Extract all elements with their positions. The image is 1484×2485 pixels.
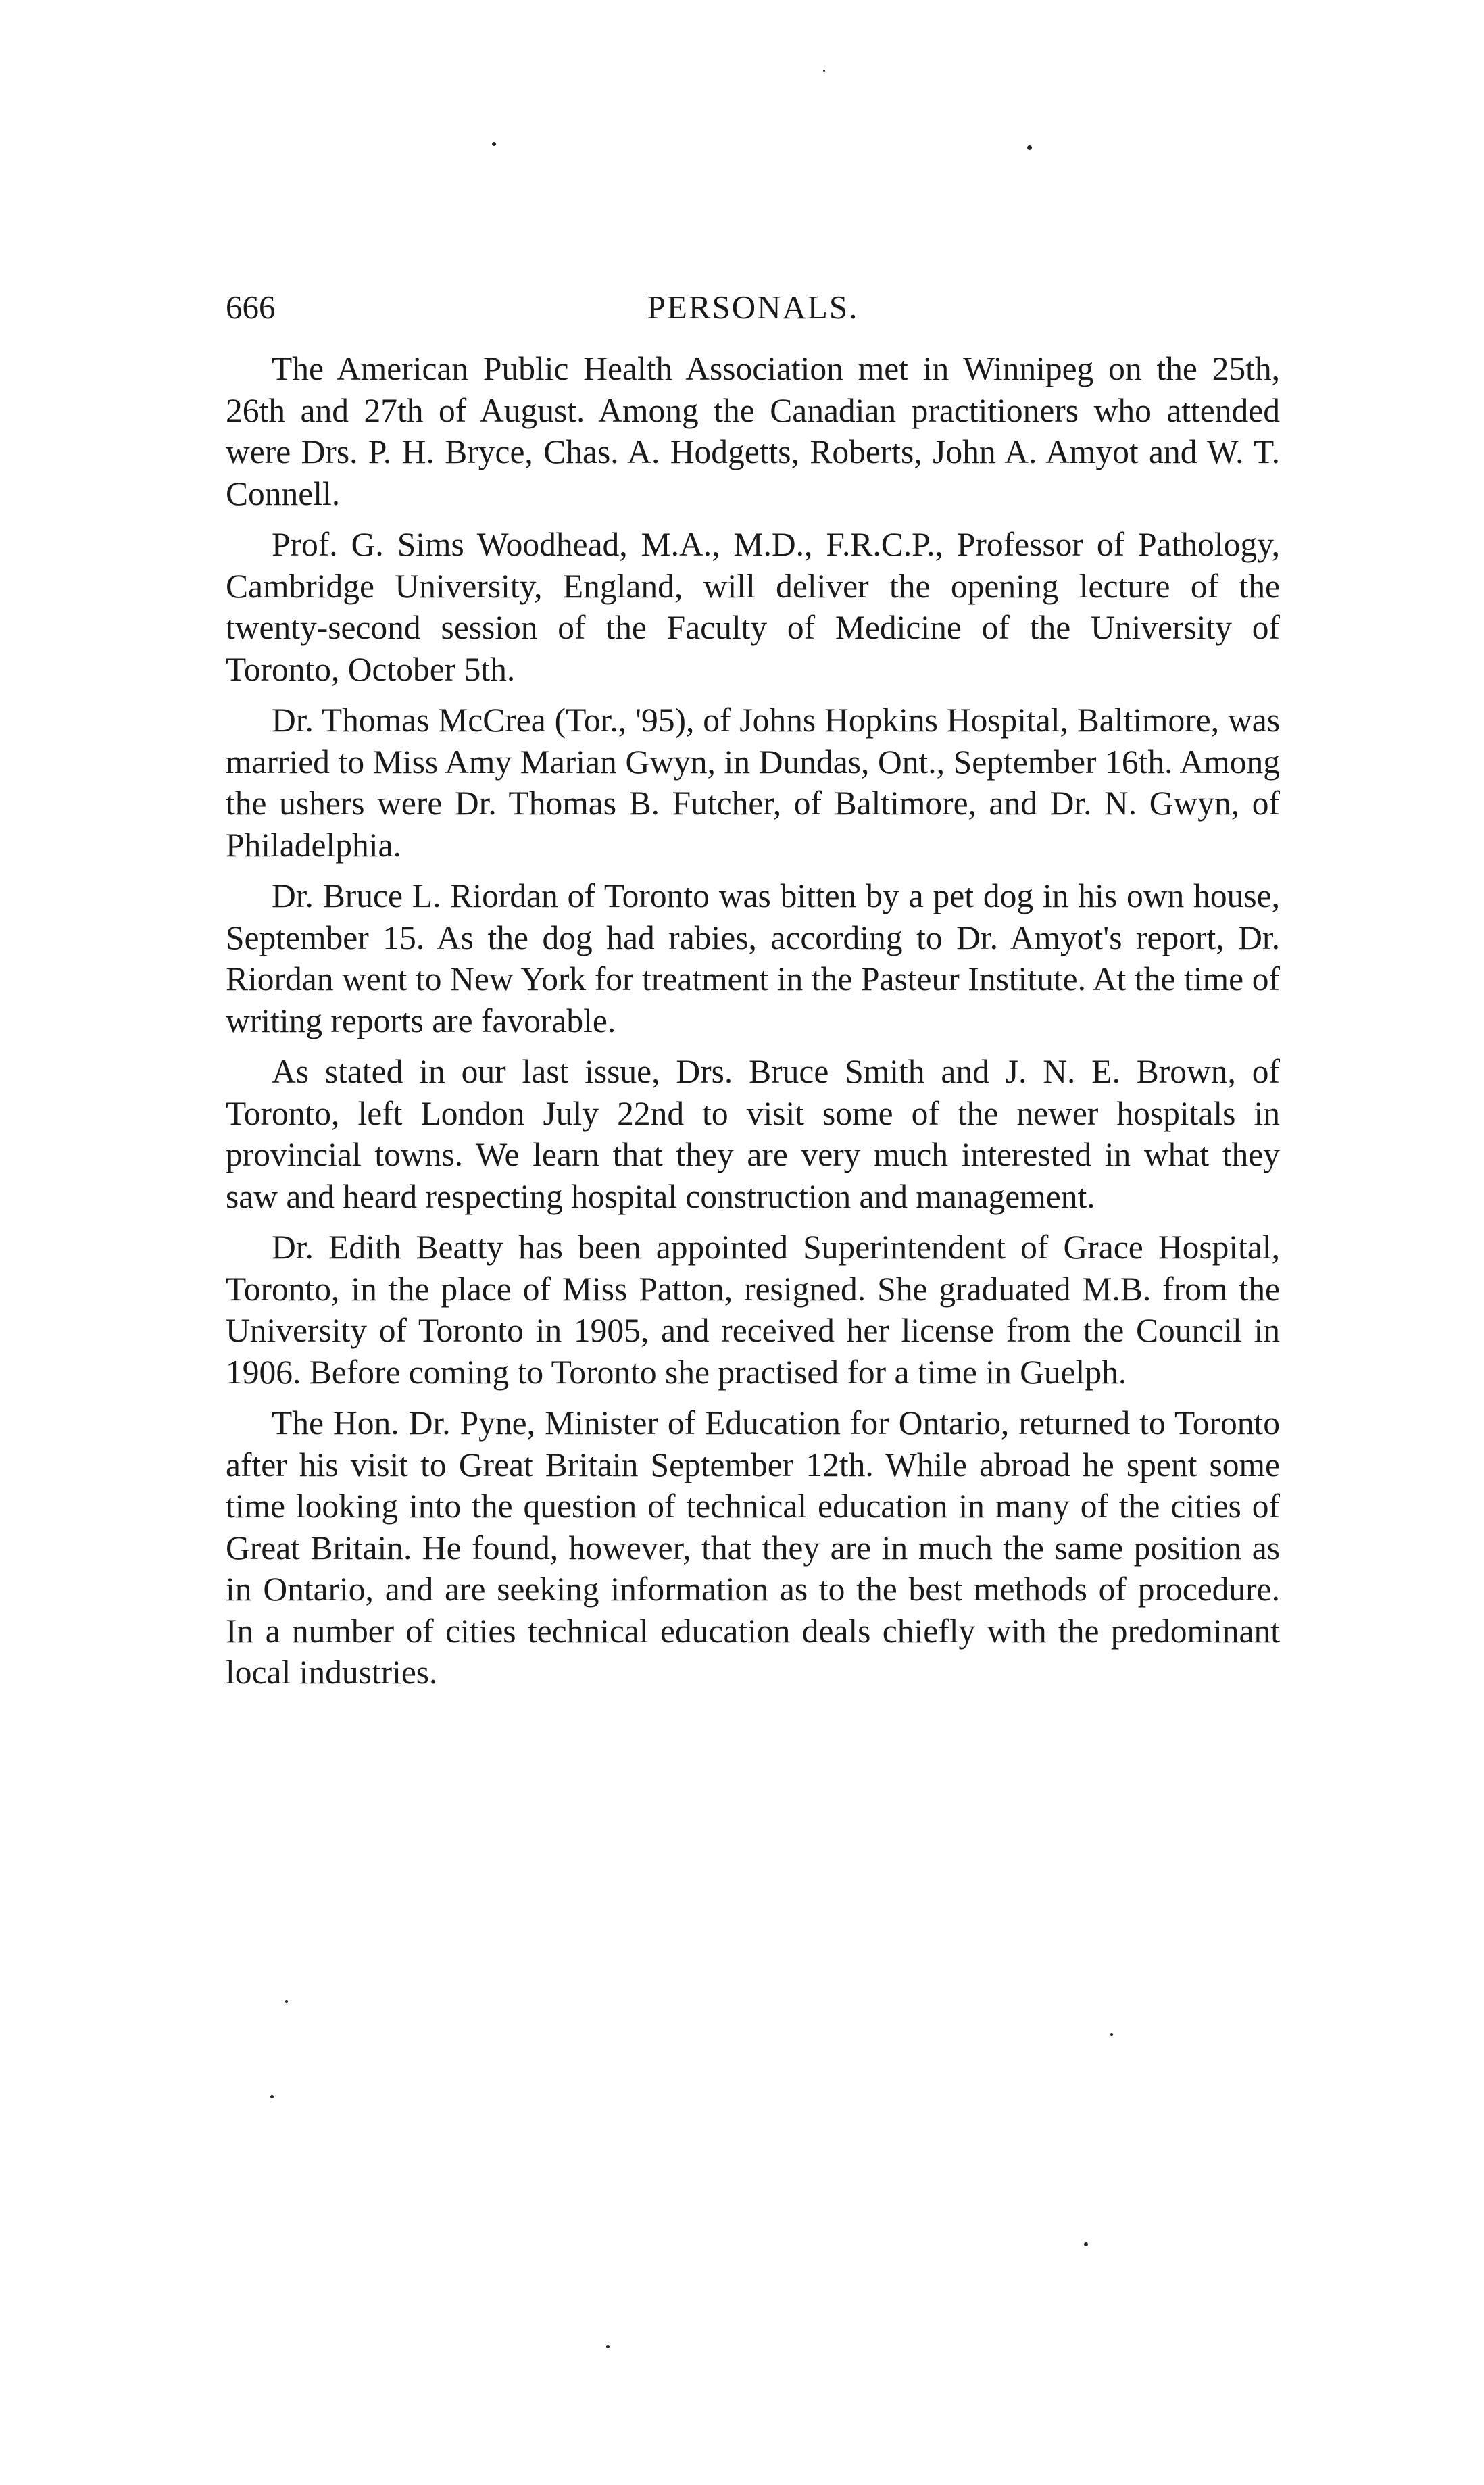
paragraph-beatty-appointment: Dr. Edith Beatty has been appointed Superintendent of Grace Hospital, Toronto, in the place of Miss Patton, resigned. She graduated M.B. from the University of Toronto in 1905, and received her license from the Council in 1906. Before coming to Toronto she practised for a time in Guelph. (226, 1229, 1280, 1391)
paragraph-public-health-association: The American Public Health Association met in Winnipeg on the 25th, 26th and 27th of August. Among the Canadian practitioners who attended were Drs. P. H. Bryce, Chas. A. Hodgetts, Roberts, John A. Amyot and W. T. Connell. (226, 350, 1280, 512)
scan-speck (1084, 2242, 1088, 2246)
article-body (226, 348, 1280, 1703)
scan-speck (285, 2000, 288, 2003)
paragraph-pyne-return: The Hon. Dr. Pyne, Minister of Education for Ontario, returned to Toronto after his visit to Great Britain September 12th. While abroad he spent some time looking into the question of technical education in many of the cities of Great Britain. He found, however, that they are in much the same position as in Ontario, and are seeking information as to the best methods of procedure. In a number of cities technical education deals chiefly with the predominant local industries. (226, 1404, 1280, 1691)
paragraph-mccrea-marriage: Dr. Thomas McCrea (Tor., '95), of Johns Hopkins Hospital, Baltimore, was married to Miss Amy Marian Gwyn, in Dundas, Ont., September 16th. Among the ushers were Dr. Thomas B. Futcher, of Baltimore, and Dr. N. Gwyn, of Philadelphia. (226, 702, 1280, 864)
scan-speck (823, 70, 825, 72)
paragraph-woodhead-lecture: Prof. G. Sims Woodhead, M.A., M.D., F.R.C.P., Professor of Pathology, Cambridge University, England, will deliver the opening lecture of the twenty-second session of the Faculty of Medicine of the University of Toronto, October 5th. (226, 526, 1280, 688)
scan-speck (606, 2345, 610, 2348)
scan-speck (492, 142, 496, 146)
running-title: PERSONALS. (647, 289, 859, 326)
paragraph-riordan-rabies: Dr. Bruce L. Riordan of Toronto was bitten by a pet dog in his own house, September 15. As the dog had rabies, according to Dr. Amyot's report, Dr. Riordan went to New York for treatment in the Pasteur Institute. At the time of writing reports are favorable. (226, 877, 1280, 1039)
page-number: 666 (226, 289, 276, 326)
paragraph-smith-brown-visit: As stated in our last issue, Drs. Bruce Smith and J. N. E. Brown, of Toronto, left London July 22nd to visit some of the newer hospitals in provincial towns. We learn that they are very much interested in what they saw and heard respecting hospital construction and management. (226, 1053, 1280, 1215)
scan-speck (1027, 145, 1032, 150)
page-header (226, 280, 1280, 335)
scan-speck (270, 2095, 274, 2098)
scan-speck (1110, 2033, 1113, 2036)
